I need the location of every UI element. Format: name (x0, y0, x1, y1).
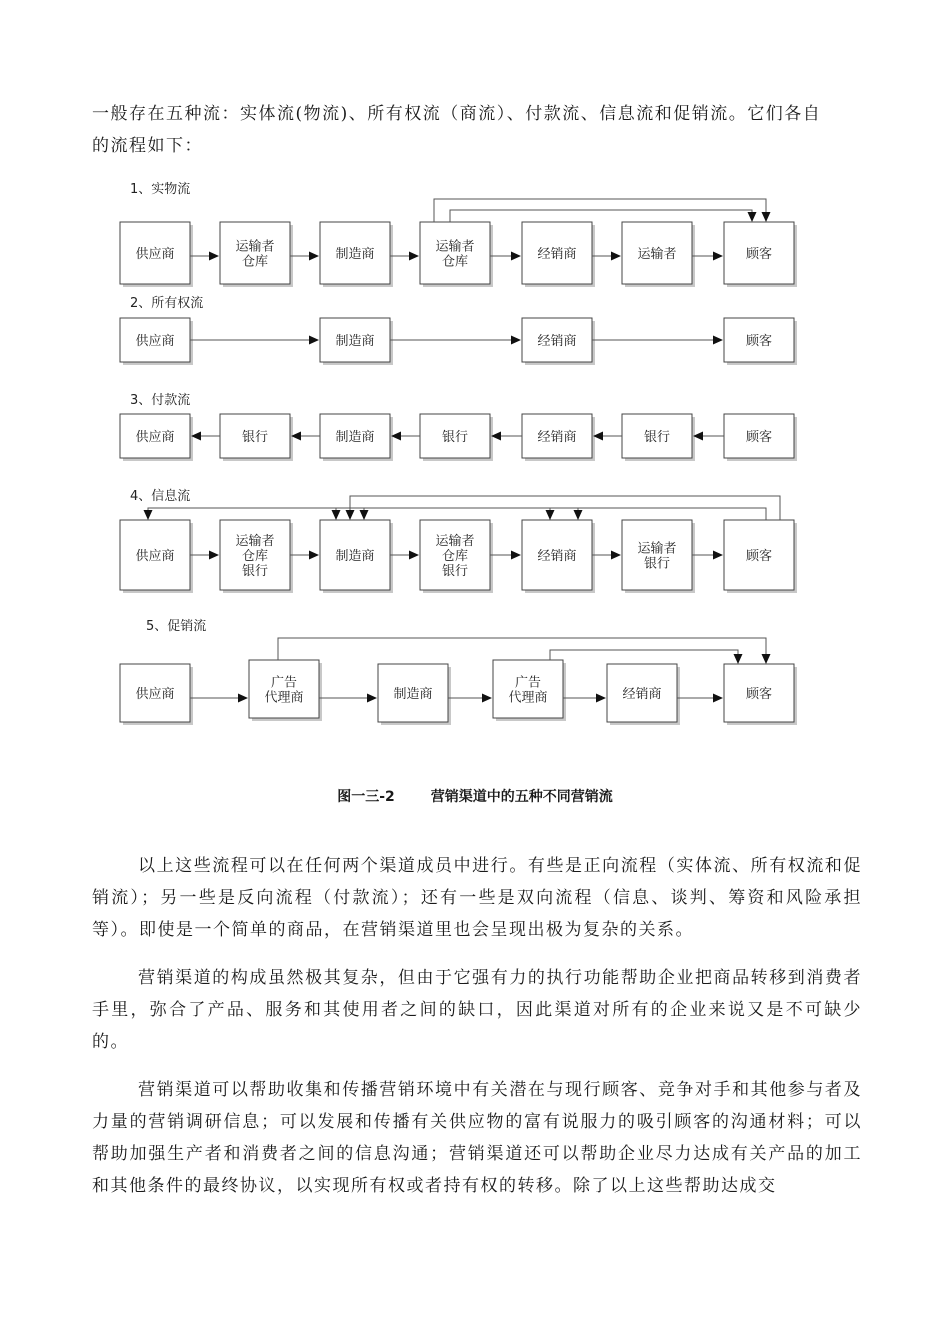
flow-3-box-4 (420, 414, 493, 461)
box-label: 代理商 (508, 690, 548, 706)
box-label: 顾客 (745, 687, 773, 702)
flow-2-title: 2、所有权流 (130, 296, 204, 311)
flow-1-box-5 (522, 222, 595, 287)
flow-1-box-7 (724, 222, 797, 287)
figure-caption (0, 786, 950, 806)
flow-4-box-3 (320, 520, 393, 593)
box-label: 供应商 (135, 549, 175, 564)
box-label: 顾客 (745, 430, 773, 445)
box-label: 制造商 (393, 687, 433, 702)
flow-4-box-7 (724, 520, 797, 593)
flow-4-feedback-arrow (550, 508, 578, 519)
flow-5-box-5 (607, 664, 680, 725)
box-label: 银行 (241, 564, 269, 579)
box-label: 经销商 (622, 687, 662, 702)
box-label: 制造商 (335, 247, 375, 262)
box-label: 制造商 (335, 549, 375, 564)
box-label: 仓库 (241, 549, 269, 564)
flow-1-box-1 (120, 222, 193, 287)
box-label: 经销商 (537, 334, 577, 349)
box-label: 经销商 (537, 247, 577, 262)
box-label: 运输者 (435, 534, 475, 549)
flow-4-box-4 (420, 520, 493, 593)
box-label: 顾客 (745, 549, 773, 564)
box-label: 运输者 (637, 541, 677, 557)
box-label: 银行 (643, 556, 671, 572)
box-label: 银行 (441, 564, 469, 579)
flow-5-bypass-arrow (550, 650, 738, 663)
flow-5-box-1 (120, 664, 193, 725)
box-label: 仓库 (441, 549, 469, 564)
flow-4-box-5 (522, 520, 595, 593)
box-label: 银行 (643, 430, 671, 445)
box-label: 运输者 (435, 239, 475, 255)
intro-line-2: 的流程如下： (92, 136, 203, 156)
flow-1-bypass-arrow (450, 210, 752, 222)
figure-number: 图一三-2 (337, 789, 395, 805)
flow-3-box-7 (724, 414, 797, 461)
box-label: 代理商 (264, 690, 304, 706)
box-label: 运输者 (235, 239, 275, 255)
box-label: 运输者 (235, 534, 275, 549)
flow-4-box-2 (220, 520, 293, 593)
flow-1-title: 1、实物流 (130, 182, 191, 197)
flow-3-box-2 (220, 414, 293, 461)
flow-5-box-3 (378, 664, 451, 725)
body-paragraph-3: 营销渠道可以帮助收集和传播营销环境中有关潜在与现行顾客、竞争对手和其他参与者及力量的营销调研信息；可以发展和传播有关供应物的富有说服力的吸引顾客的沟通材料；可以帮助加强生产者和消费者之间的信息沟通；营销渠道还可以帮助企业尽力达成有关产品的加工和其他条件的最终协议，以实现所有权或者持有权的转移。除了以上这些帮助达成交 (92, 1080, 862, 1196)
flow-5-box-2 (249, 660, 322, 721)
flow-5-box-4 (493, 660, 566, 721)
box-label: 供应商 (135, 334, 175, 349)
box-label: 顾客 (745, 247, 773, 262)
box-label: 供应商 (135, 430, 175, 445)
box-label: 银行 (241, 430, 269, 445)
box-label: 经销商 (537, 430, 577, 445)
figure-title: 营销渠道中的五种不同营销流 (430, 789, 613, 805)
box-label: 仓库 (241, 254, 269, 270)
flow-2-box-3 (522, 318, 595, 365)
box-label: 顾客 (745, 334, 773, 349)
flow-3-box-6 (622, 414, 695, 461)
flow-1-box-4 (420, 222, 493, 287)
flow-1-box-3 (320, 222, 393, 287)
flow-4-feedback-arrow (148, 508, 766, 520)
box-label: 供应商 (135, 247, 175, 262)
flow-5-title: 5、促销流 (146, 619, 207, 634)
flow-4-feedback-arrow (336, 508, 550, 520)
box-label: 供应商 (135, 687, 175, 702)
flow-3-box-5 (522, 414, 595, 461)
box-label: 经销商 (537, 549, 577, 564)
flow-1-box-6 (622, 222, 695, 287)
flow-1-box-2 (220, 222, 293, 287)
box-label: 仓库 (441, 254, 469, 270)
flow-3-box-1 (120, 414, 193, 461)
flow-4-box-6 (622, 520, 695, 593)
box-label: 制造商 (335, 334, 375, 349)
flow-2-box-4 (724, 318, 797, 365)
flow-4-title: 4、信息流 (130, 489, 191, 504)
box-label: 制造商 (335, 430, 375, 445)
intro-line-1: 一般存在五种流：实体流(物流)、所有权流（商流）、付款流、信息流和促销流。它们各自 (92, 104, 822, 124)
flow-2-box-1 (120, 318, 193, 365)
box-label: 广告 (270, 675, 298, 691)
flow-5-box-6 (724, 664, 797, 725)
flow-3-box-3 (320, 414, 393, 461)
flow-3-title: 3、付款流 (130, 393, 191, 408)
flow-2-box-2 (320, 318, 393, 365)
body-paragraph-2: 营销渠道的构成虽然极其复杂，但由于它强有力的执行功能帮助企业把商品转移到消费者手里，弥合了产品、服务和其使用者之间的缺口，因此渠道对所有的企业来说又是不可缺少的。 (92, 968, 862, 1052)
box-label: 广告 (514, 675, 542, 691)
box-label: 银行 (441, 430, 469, 445)
flow-4-box-1 (120, 520, 193, 593)
body-paragraph-1: 以上这些流程可以在任何两个渠道成员中进行。有些是正向流程（实体流、所有权流和促销流）；另一些是反向流程（付款流）；还有一些是双向流程（信息、谈判、筹资和风险承担等）。即使是一个简单的商品，在营销渠道里也会呈现出极为复杂的关系。 (92, 856, 862, 940)
box-label: 运输者 (637, 247, 677, 262)
